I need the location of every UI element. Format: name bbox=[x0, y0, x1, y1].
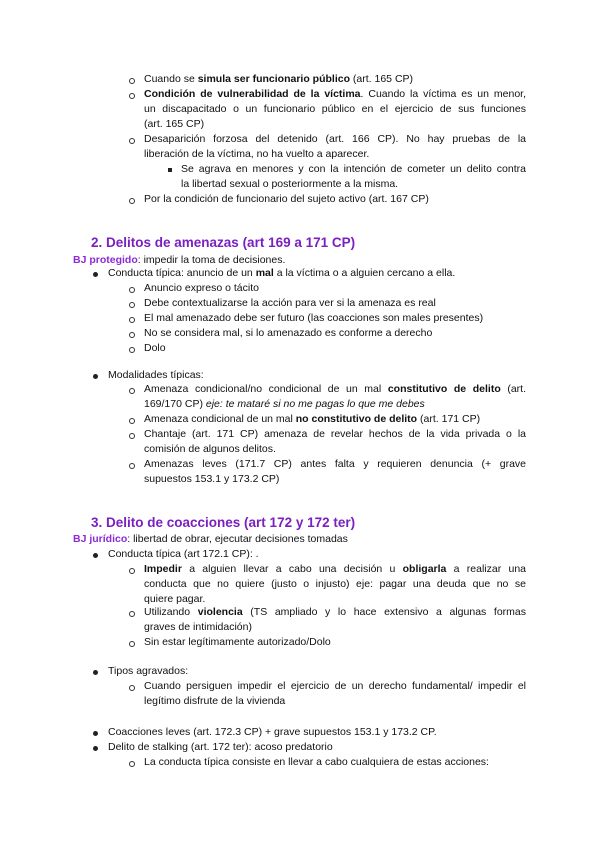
circle-bullet-icon bbox=[129, 93, 135, 99]
circle-bullet-icon bbox=[129, 641, 135, 647]
list-item: No se considera mal, si lo amenazado es conforme a derecho bbox=[144, 327, 433, 339]
list-item: Cuando persiguen impedir el ejercicio de un derecho fundamental/ impedir el legítimo disfrute de la vivienda bbox=[144, 680, 526, 707]
circle-bullet-icon bbox=[129, 388, 135, 394]
list-item: Anuncio expreso o tácito bbox=[144, 282, 259, 294]
section-heading-coacciones: 3. Delito de coacciones (art 172 y 172 ter) bbox=[91, 515, 356, 530]
list-item: Coacciones leves (art. 172.3 CP) + grave supuestos 153.1 y 173.2 CP. bbox=[108, 726, 437, 738]
circle-bullet-icon bbox=[129, 685, 135, 691]
list-item: Por la condición de funcionario del sujeto activo (art. 167 CP) bbox=[144, 193, 429, 205]
list-item: Conducta típica (art 172.1 CP): . bbox=[108, 548, 259, 560]
circle-bullet-icon bbox=[129, 418, 135, 424]
list-item: Modalidades típicas: bbox=[108, 369, 204, 381]
list-item: Desaparición forzosa del detenido (art. 166 CP). No hay pruebas de la liberación de la víctima, no ha vuelto a aparecer. bbox=[144, 133, 526, 160]
list-item: Dolo bbox=[144, 342, 166, 354]
list-item: Chantaje (art. 171 CP) amenaza de revelar hechos de la vida privada o la comisión de algunos delitos. bbox=[144, 428, 526, 455]
disc-bullet-icon bbox=[93, 272, 98, 277]
circle-bullet-icon bbox=[129, 433, 135, 439]
list-item: Impedir a alguien llevar a cabo una decisión u obligarla a realizar una conducta que no quiere (justo o injusto) eje: pagar una deuda que no se quiere pagar. bbox=[144, 563, 526, 605]
bj-protegido-line: BJ protegido: impedir la toma de decisiones. bbox=[73, 254, 286, 266]
circle-bullet-icon bbox=[129, 611, 135, 617]
circle-bullet-icon bbox=[129, 761, 135, 767]
disc-bullet-icon bbox=[93, 731, 98, 736]
disc-bullet-icon bbox=[93, 670, 98, 675]
disc-bullet-icon bbox=[93, 374, 98, 379]
list-item: Debe contextualizarse la acción para ver si la amenaza es real bbox=[144, 297, 436, 309]
list-item: Utilizando violencia (TS ampliado y lo hace extensivo a algunas formas graves de intimidación) bbox=[144, 606, 526, 633]
list-item: El mal amenazado debe ser futuro (las coacciones son males presentes) bbox=[144, 312, 484, 324]
circle-bullet-icon bbox=[129, 198, 135, 204]
circle-bullet-icon bbox=[129, 317, 135, 323]
list-item: Amenaza condicional/no condicional de un mal constitutivo de delito (art. 169/170 CP) eje: te mataré si no me pagas lo que me debes bbox=[144, 383, 526, 410]
circle-bullet-icon bbox=[129, 78, 135, 84]
list-item: Tipos agravados: bbox=[108, 665, 189, 677]
circle-bullet-icon bbox=[129, 347, 135, 353]
disc-bullet-icon bbox=[93, 553, 98, 558]
circle-bullet-icon bbox=[129, 138, 135, 144]
disc-bullet-icon bbox=[93, 746, 98, 751]
list-item: Amenazas leves (171.7 CP) antes falta y requieren denuncia (+ grave supuestos 153.1 y 173.2 CP) bbox=[144, 458, 526, 485]
circle-bullet-icon bbox=[129, 302, 135, 308]
circle-bullet-icon bbox=[129, 568, 135, 574]
list-item: Amenaza condicional de un mal no constitutivo de delito (art. 171 CP) bbox=[144, 413, 481, 425]
list-item: Cuando se simula ser funcionario público (art. 165 CP) bbox=[144, 73, 414, 85]
list-item: La conducta típica consiste en llevar a cabo cualquiera de estas acciones: bbox=[144, 756, 489, 768]
section-heading-amenazas: 2. Delitos de amenazas (art 169 a 171 CP) bbox=[91, 235, 356, 250]
circle-bullet-icon bbox=[129, 287, 135, 293]
list-item: Delito de stalking (art. 172 ter): acoso predatorio bbox=[108, 741, 333, 753]
list-item: Condición de vulnerabilidad de la víctima. Cuando la víctima es un menor, un discapacitado o un funcionario público en el ejercicio de sus funciones (art. 165 CP) bbox=[144, 88, 527, 130]
list-item: Sin estar legítimamente autorizado/Dolo bbox=[144, 636, 331, 648]
square-bullet-icon bbox=[168, 168, 172, 172]
circle-bullet-icon bbox=[129, 463, 135, 469]
list-item: Conducta típica: anuncio de un mal a la víctima o a alguien cercano a ella. bbox=[108, 267, 456, 279]
circle-bullet-icon bbox=[129, 332, 135, 338]
bj-juridico-line: BJ jurídico: libertad de obrar, ejecutar decisiones tomadas bbox=[73, 533, 348, 545]
list-item: Se agrava en menores y con la intención de cometer un delito contra la libertad sexual o posteriormente a la misma. bbox=[181, 163, 526, 190]
